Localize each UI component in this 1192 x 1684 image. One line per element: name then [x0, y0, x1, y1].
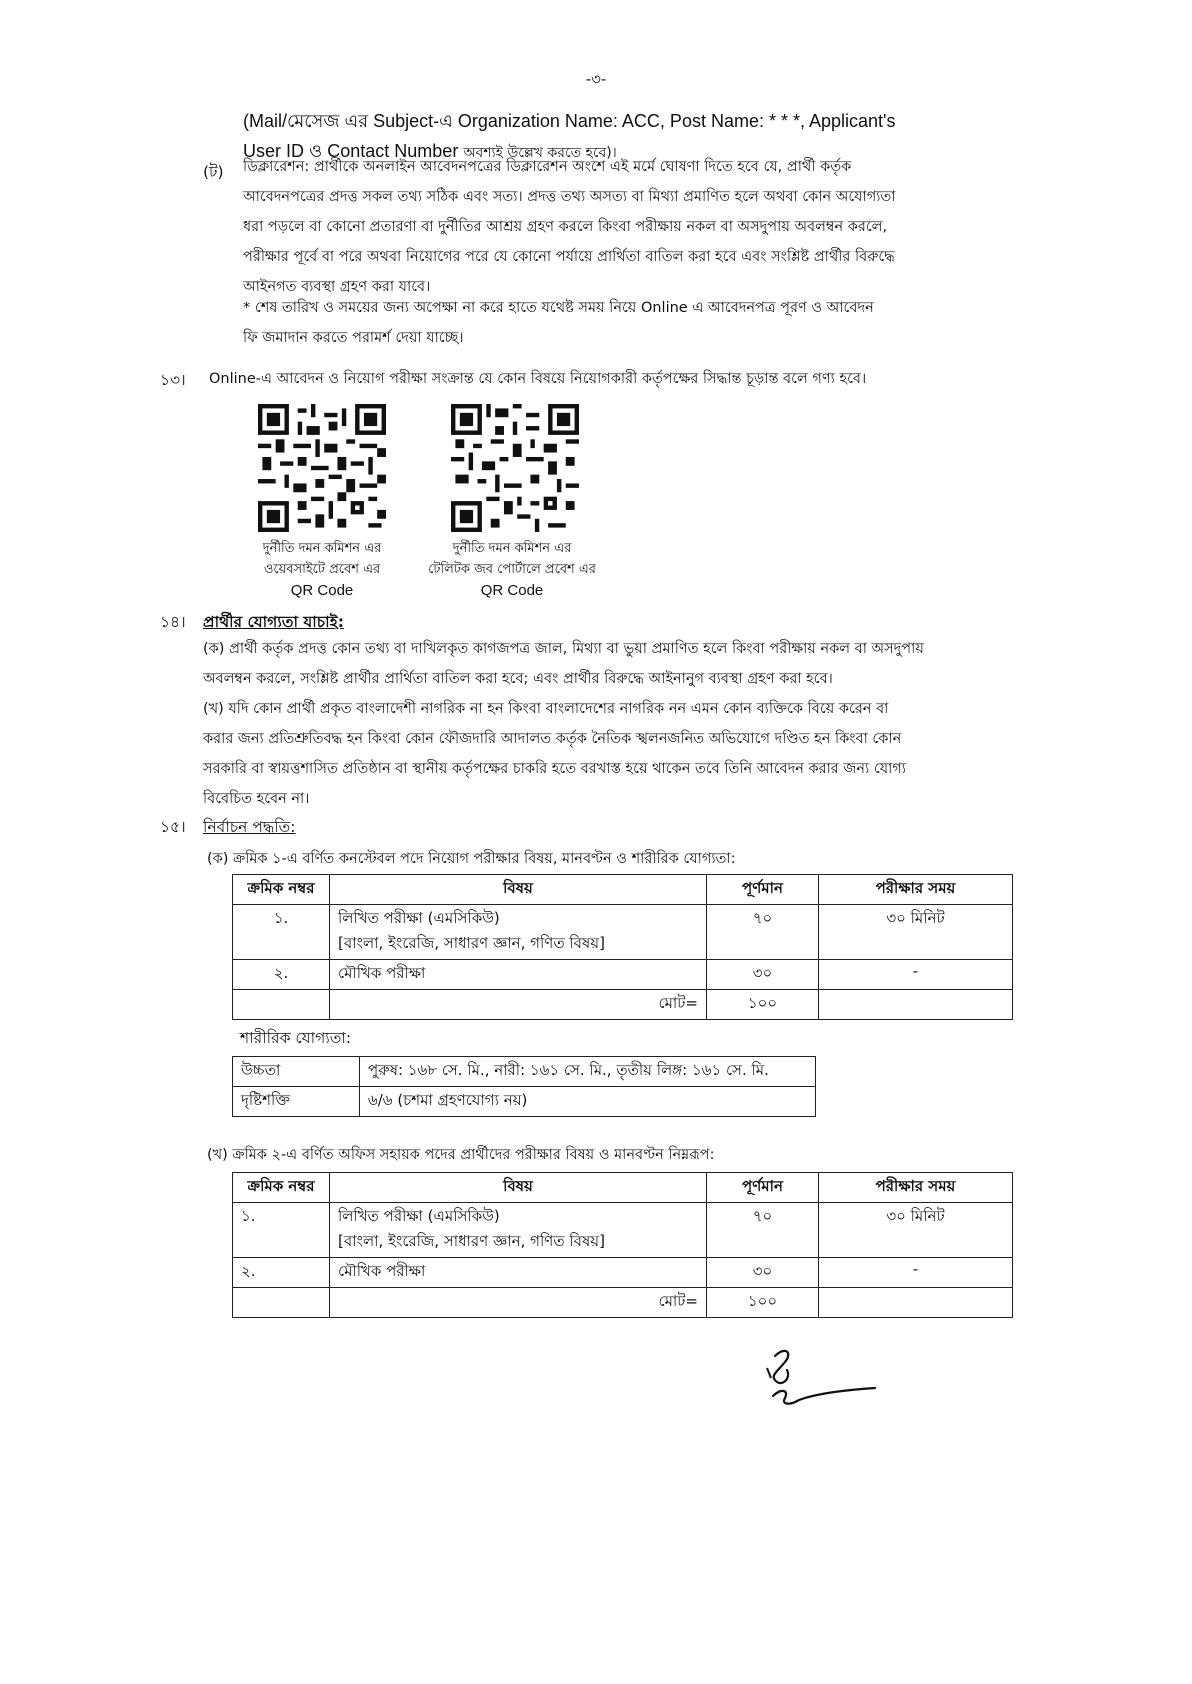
exam-table-constable: [232, 874, 1013, 1020]
section14-ka-line: অবলম্বন করলে, সংশ্লিষ্ট প্রার্থীর প্রার্থিতা বাতিল করা হবে; এবং প্রার্থীর বিরুদ্ধে আইনানুগ ব্যবস্থা গ্রহণ করা হবে।: [203, 671, 833, 687]
cell-empty: [233, 1288, 330, 1318]
qr-code-icon: [451, 404, 579, 532]
cell-subject: [330, 905, 707, 960]
cell-subject-line: লিখিত পরীক্ষা (এমসিকিউ): [338, 909, 500, 927]
section13-number: ১৩।: [160, 371, 186, 389]
cell-time: ৩০ মিনিট: [819, 1203, 1013, 1258]
cell-physical-label: দৃষ্টিশক্তি: [233, 1087, 360, 1117]
declaration-line: পরীক্ষার পূর্বে বা পরে অথবা নিয়োগের পরে যে কোনো পর্যায়ে প্রার্থিতা বাতিল করা হবে এবং সংশ্লিষ্ট প্রার্থীর বিরুদ্ধে: [243, 249, 895, 265]
table-row: [233, 905, 1013, 960]
section14-kha-line: (খ) যদি কোন প্রার্থী প্রকৃত বাংলাদেশী নাগরিক না হন কিংবা বাংলাদেশের নাগরিক নন এমন কোন ব্যক্তিকে বিয়ে করেন বা: [203, 701, 889, 717]
cell-serial: ১.: [233, 1203, 330, 1258]
col-subject: বিষয়: [330, 875, 707, 905]
cell-time: -: [819, 960, 1013, 990]
cell-serial: ২.: [233, 960, 330, 990]
cell-time: ৩০ মিনিট: [819, 905, 1013, 960]
section14-number: ১৪।: [160, 613, 186, 631]
mail-note-line2-bn: অবশ্যই উল্লেখ করতে হবে)।: [463, 145, 617, 161]
qr-caption-job-portal: [412, 538, 612, 601]
advice-paragraph: [243, 293, 973, 353]
exam-table-office-assistant: [232, 1172, 1013, 1318]
col-subject: বিষয়: [330, 1173, 707, 1203]
section14-kha-line: বিবেচিত হবেন না।: [203, 791, 310, 807]
declaration-line: ডিক্লারেশন: প্রার্থীকে অনলাইন আবেদনপত্রের ডিক্লারেশন অংশে এই মর্মে ঘোষণা দিতে হবে যে, প্রার্থী কর্তৃক: [243, 159, 852, 175]
qr-caption-website: [222, 538, 422, 601]
declaration-marker: (ট): [203, 163, 224, 181]
section15-kha-heading: (খ) ক্রমিক ২-এ বর্ণিত অফিস সহায়ক পদের প্রার্থীদের পরীক্ষার বিষয় ও মানবণ্টন নিম্নরূপ:: [207, 1147, 715, 1163]
table-row: [233, 1057, 816, 1087]
cell-time: -: [819, 1258, 1013, 1288]
cell-marks: ৩০: [707, 1258, 819, 1288]
cell-marks: ৩০: [707, 960, 819, 990]
advice-line: * শেষ তারিখ ও সময়ের জন্য অপেক্ষা না করে হাতে যথেষ্ট সময় নিয়ে Online এ আবেদনপত্র পূরণ ও আবেদন: [243, 300, 874, 316]
cell-empty: [819, 1288, 1013, 1318]
col-serial: ক্রমিক নম্বর: [233, 875, 330, 905]
cell-marks: ৭০: [707, 905, 819, 960]
col-marks: পূর্ণমান: [707, 875, 819, 905]
cell-subject-line: [বাংলা, ইংরেজি, সাধারণ জ্ঞান, গণিত বিষয়]: [338, 934, 605, 952]
table-header-row: [233, 875, 1013, 905]
section14-title: প্রার্থীর যোগ্যতা যাচাই:: [203, 613, 344, 631]
cell-physical-label: উচ্চতা: [233, 1057, 360, 1087]
section14-kha: [203, 694, 1003, 814]
section14-ka-line: (ক) প্রার্থী কর্তৃক প্রদত্ত কোন তথ্য বা দাখিলকৃত কাগজপত্র জাল, মিথ্যা বা ভুয়া প্রমাণিত হলে কিংবা পরীক্ষায় নকল বা অসদুপায়: [203, 641, 924, 657]
cell-total-label: মোট=: [330, 990, 707, 1020]
col-marks: পূর্ণমান: [707, 1173, 819, 1203]
physical-title: শারীরিক যোগ্যতা:: [240, 1029, 352, 1047]
table-total-row: [233, 990, 1013, 1020]
mail-note-line2-en: User ID ও Contact Number: [243, 141, 459, 161]
cell-total-label: মোট=: [330, 1288, 707, 1318]
cell-marks: ৭০: [707, 1203, 819, 1258]
cell-physical-value: পুরুষ: ১৬৮ সে. মি., নারী: ১৬১ সে. মি., তৃতীয় লিঙ্গ: ১৬১ সে. মি.: [360, 1057, 816, 1087]
section15-number: ১৫।: [160, 818, 186, 836]
declaration-paragraph: [243, 152, 973, 302]
qr-caption-label: QR Code: [290, 582, 354, 599]
table-row: [233, 1258, 1013, 1288]
declaration-line: ধরা পড়লে বা কোনো প্রতারণা বা দুর্নীতির আশ্রয় গ্রহণ করলে কিংবা পরীক্ষায় নকল বা অসদুপায় অবলম্বন করলে,: [243, 219, 888, 235]
cell-total-marks: ১০০: [707, 1288, 819, 1318]
section15-ka-heading: (ক) ক্রমিক ১-এ বর্ণিত কনস্টেবল পদে নিয়োগ পরীক্ষার বিষয়, মানবণ্টন ও শারীরিক যোগ্যতা:: [207, 851, 736, 867]
cell-subject: মৌখিক পরীক্ষা: [330, 1258, 707, 1288]
qr-code-icon: [258, 404, 386, 532]
col-time: পরীক্ষার সময়: [819, 875, 1013, 905]
section15-title: নির্বাচন পদ্ধতি:: [203, 818, 296, 836]
cell-serial: ২.: [233, 1258, 330, 1288]
cell-physical-value: ৬/৬ (চশমা গ্রহণযোগ্য নয়): [360, 1087, 816, 1117]
cell-empty: [819, 990, 1013, 1020]
cell-subject-line: লিখিত পরীক্ষা (এমসিকিউ): [338, 1207, 500, 1225]
table-row: [233, 960, 1013, 990]
mail-note-line1: (Mail/মেসেজ এর Subject-এ Organization Name: ACC, Post Name: * * *, Applicant's: [243, 111, 896, 131]
table-row: [233, 1087, 816, 1117]
cell-subject: [330, 1203, 707, 1258]
col-time: পরীক্ষার সময়: [819, 1173, 1013, 1203]
cell-total-marks: ১০০: [707, 990, 819, 1020]
page-number: -৩-: [585, 70, 607, 88]
section14-kha-line: করার জন্য প্রতিশ্রুতিবদ্ধ হন কিংবা কোন ফৌজদারি আদালত কর্তৃক নৈতিক স্খলনজনিত অভিযোগে দণ্ডিত হন কিংবা কোন: [203, 731, 902, 747]
qr-caption-line: ওয়েবসাইটে প্রবেশ এর: [263, 562, 381, 577]
table-row: [233, 1203, 1013, 1258]
cell-subject-line: [বাংলা, ইংরেজি, সাধারণ জ্ঞান, গণিত বিষয়]: [338, 1232, 605, 1250]
section14-kha-line: সরকারি বা স্বায়ত্তশাসিত প্রতিষ্ঠান বা স্থানীয় কর্তৃপক্ষের চাকরি হতে বরখাস্ত হয়ে থাকেন তবে তিনি আবেদন করার জন্য যোগ্য: [203, 761, 906, 777]
table-header-row: [233, 1173, 1013, 1203]
declaration-line: আইনগত ব্যবস্থা গ্রহণ করা যাবে।: [243, 279, 431, 295]
col-serial: ক্রমিক নম্বর: [233, 1173, 330, 1203]
section14-ka: [203, 634, 1003, 694]
signature: [755, 1338, 885, 1418]
physical-table: [232, 1056, 816, 1117]
cell-empty: [233, 990, 330, 1020]
qr-caption-line: টেলিটক জব পোর্টালে প্রবেশ এর: [428, 562, 596, 577]
table-total-row: [233, 1288, 1013, 1318]
qr-caption-label: QR Code: [480, 582, 544, 599]
advice-line: ফি জমাদান করতে পরামর্শ দেয়া যাচ্ছে।: [243, 330, 464, 346]
section13-text: Online-এ আবেদন ও নিয়োগ পরীক্ষা সংক্রান্ত যে কোন বিষয়ে নিয়োগকারী কর্তৃপক্ষের সিদ্ধান্ত চূড়ান্ত বলে গণ্য হবে।: [209, 371, 867, 387]
qr-caption-line: দুর্নীতি দমন কমিশন এর: [262, 541, 382, 556]
cell-subject: মৌখিক পরীক্ষা: [330, 960, 707, 990]
declaration-line: আবেদনপত্রের প্রদত্ত সকল তথ্য সঠিক এবং সত্য। প্রদত্ত তথ্য অসত্য বা মিথ্যা প্রমাণিত হলে অথবা কোন অযোগ্যতা: [243, 189, 896, 205]
qr-caption-line: দুর্নীতি দমন কমিশন এর: [452, 541, 572, 556]
cell-serial: ১.: [233, 905, 330, 960]
